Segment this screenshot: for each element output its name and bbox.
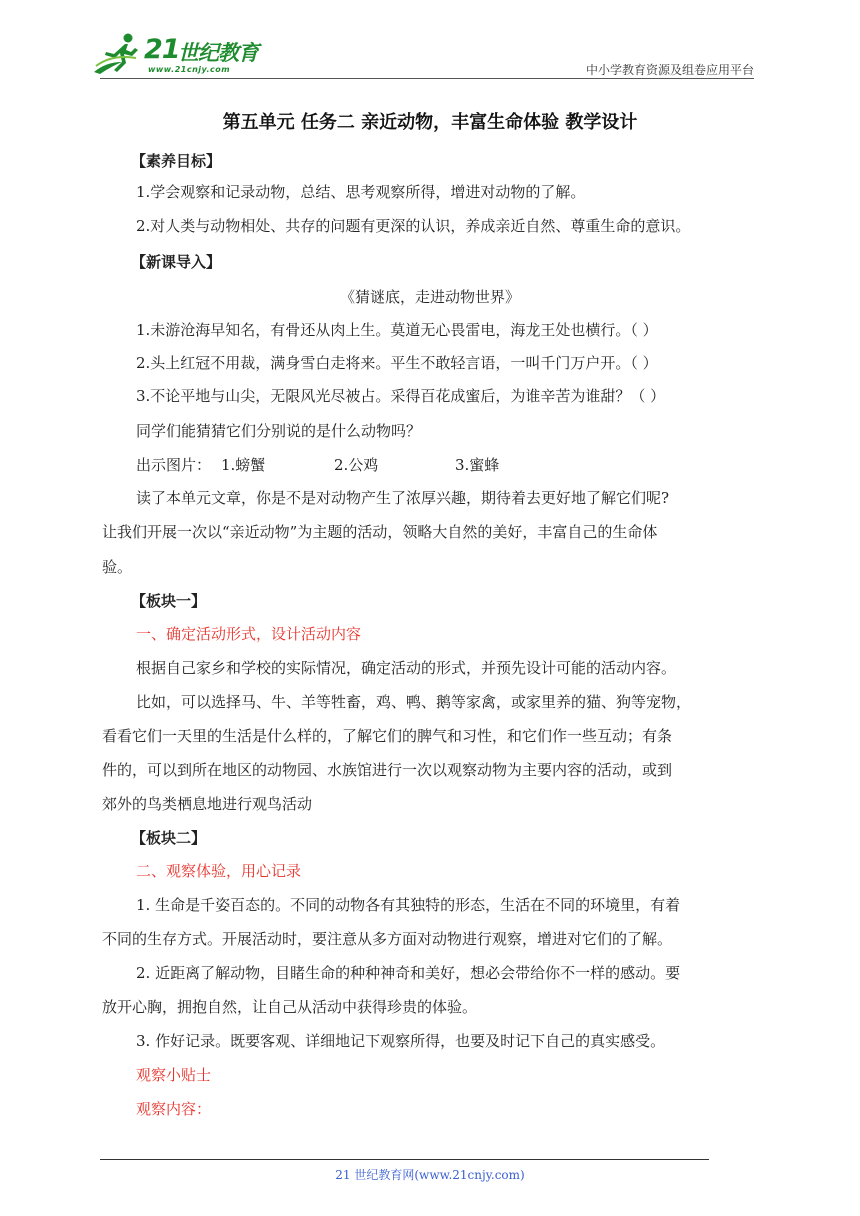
document-title: 第五单元 任务二 亲近动物，丰富生命体验 教学设计 xyxy=(222,112,638,133)
block-2-point-2-line-1: 2. 近距离了解动物，目睹生命的种种神奇和美好，想必会带给你不一样的感动。要 xyxy=(136,964,681,982)
page-header xyxy=(0,0,860,84)
footer-divider xyxy=(100,1159,709,1160)
intro-paragraph-line-1: 读了本单元文章，你是不是对动物产生了浓厚兴趣，期待着去更好地了解它们呢? xyxy=(136,489,670,507)
header-tagline: 中小学教育资源及组卷应用平台 xyxy=(585,63,754,77)
logo-text: 世纪教育 xyxy=(178,41,258,65)
section-heading-block-2: 【板块二】 xyxy=(131,829,207,847)
observation-content-label: 观察内容： xyxy=(136,1100,212,1118)
site-logo[interactable] xyxy=(92,32,262,78)
block-1-paragraph-2-line-3: 件的，可以到所在地区的动物园、水族馆进行一次以观察动物为主要内容的活动，或到 xyxy=(102,761,673,779)
block-2-point-3: 3. 作好记录。既要客观、详细地记下观察所得，也要及时记下自己的真实感受。 xyxy=(136,1032,666,1050)
logo-number: 21 xyxy=(144,34,180,65)
riddle-2: 2.头上红冠不用裁，满身雪白走将来。平生不敢轻言语，一叫千门万户开。（ ） xyxy=(136,354,658,372)
intro-paragraph-line-3: 验。 xyxy=(102,558,133,576)
block-1-paragraph-1: 根据自己家乡和学校的实际情况，确定活动的形式，并预先设计可能的活动内容。 xyxy=(136,659,677,677)
riddle-question: 同学们能猜猜它们分别说的是什么动物吗？ xyxy=(136,422,422,440)
goal-1: 1.学会观察和记录动物，总结、思考观察所得，增进对动物的了解。 xyxy=(136,183,586,201)
footer-link[interactable]: 21 世纪教育网(www.21cnjy.com) xyxy=(335,1168,525,1182)
observation-tips-title: 观察小贴士 xyxy=(136,1066,212,1084)
block-2-point-1-line-1: 1. 生命是千姿百态的。不同的动物各有其独特的形态，生活在不同的环境里，有着 xyxy=(136,896,681,914)
riddle-subtitle: 《猜谜底，走进动物世界》 xyxy=(339,288,520,306)
logo-url: www.21cnjy.com xyxy=(148,65,231,74)
answer-2: 2.公鸡 xyxy=(334,456,379,474)
block-1-subheading: 一、确定活动形式，设计活动内容 xyxy=(136,625,362,643)
section-heading-intro: 【新课导入】 xyxy=(131,253,222,271)
runner-icon xyxy=(92,32,144,76)
answers-label: 出示图片： xyxy=(136,456,212,474)
answer-1: 1.螃蟹 xyxy=(221,456,266,474)
section-heading-block-1: 【板块一】 xyxy=(131,592,207,610)
block-2-subheading: 二、观察体验，用心记录 xyxy=(136,862,302,880)
block-1-paragraph-2-line-4: 郊外的鸟类栖息地进行观鸟活动 xyxy=(102,795,313,813)
goal-2: 2.对人类与动物相处、共存的问题有更深的认识，养成亲近自然、尊重生命的意识。 xyxy=(136,217,691,235)
block-2-point-2-line-2: 放开心胸，拥抱自然，让自己从活动中获得珍贵的体验。 xyxy=(102,998,478,1016)
intro-paragraph-line-2: 让我们开展一次以“亲近动物”为主题的活动，领略大自然的美好，丰富自己的生命体 xyxy=(102,523,658,541)
riddle-1: 1.未游沧海早知名，有骨还从肉上生。莫道无心畏雷电，海龙王处也横行。（ ） xyxy=(136,321,658,339)
block-2-point-1-line-2: 不同的生存方式。开展活动时，要注意从多方面对动物进行观察，增进对它们的了解。 xyxy=(102,930,673,948)
answer-3: 3.蜜蜂 xyxy=(455,456,500,474)
riddle-3: 3.不论平地与山尖，无限风光尽被占。采得百花成蜜后，为谁辛苦为谁甜？（ ） xyxy=(136,387,666,405)
header-divider xyxy=(100,78,754,79)
block-1-paragraph-2-line-2: 看看它们一天里的生活是什么样的，了解它们的脾气和习性，和它们作一些互动；有条 xyxy=(102,727,673,745)
block-1-paragraph-2-line-1: 比如，可以选择马、牛、羊等牲畜，鸡、鸭、鹅等家禽，或家里养的猫、狗等宠物， xyxy=(136,693,692,711)
section-heading-goals: 【素养目标】 xyxy=(131,152,222,170)
